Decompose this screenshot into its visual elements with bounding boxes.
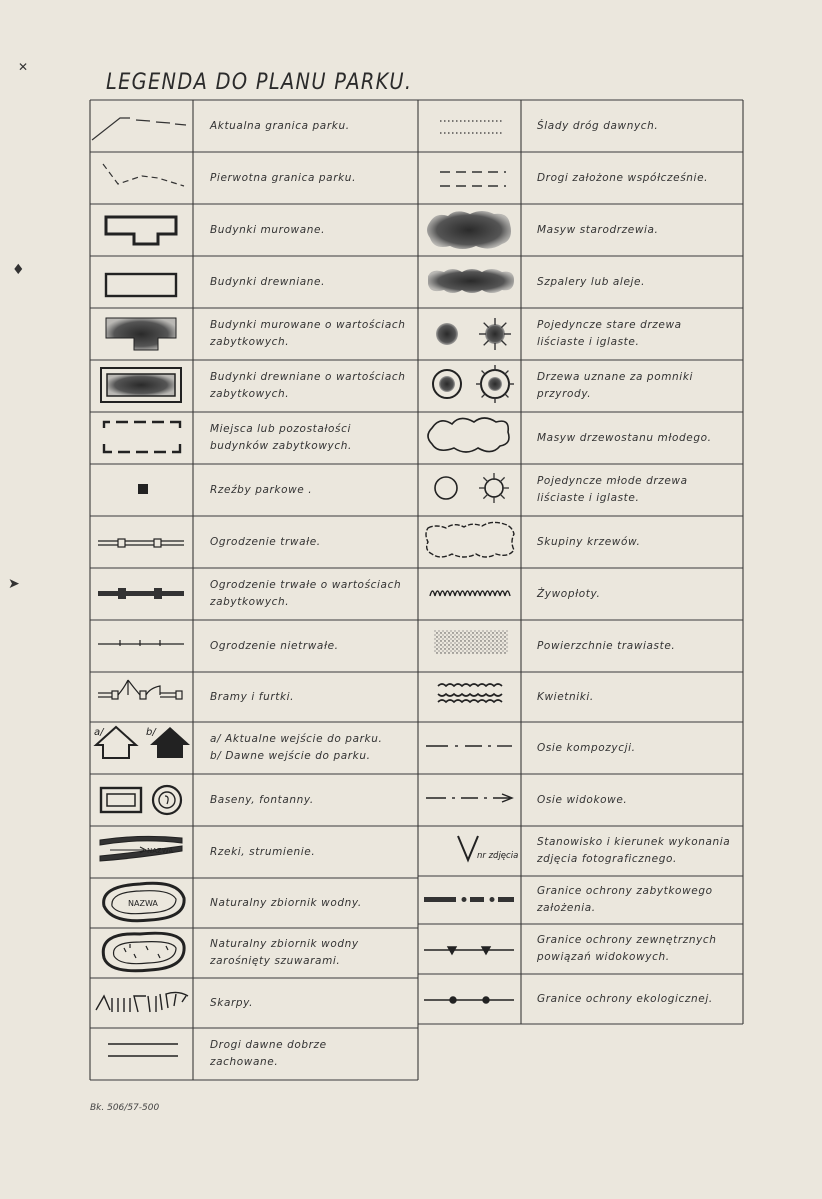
- view-protection-boundary-icon: [424, 947, 514, 954]
- heritage-protection-boundary-icon: [424, 897, 514, 902]
- left_items-label-10: Ogrodzenie trwałe o wartościach zabytkowych.: [210, 579, 402, 608]
- left_items-label-14: Baseny, fontanny.: [210, 793, 314, 806]
- overgrown-pond-icon: [103, 933, 184, 971]
- margin-mark: ♦: [12, 262, 25, 278]
- right_items-label-4: Szpalery lub aleje.: [537, 275, 646, 288]
- wooden-building-icon: [106, 274, 176, 296]
- preserved-old-road-icon: [108, 1044, 178, 1056]
- shrub-group-icon: [426, 522, 514, 557]
- entrance-arrows-icon: [96, 727, 190, 758]
- entrance-b-label: b/: [146, 727, 156, 738]
- right_items-label-16: Granice ochrony zabytkowego założenia.: [537, 885, 713, 914]
- right_items-label-15: Stanowisko i kierunek wykonania zdjęcia fotograficznego.: [537, 836, 731, 865]
- grass-area-icon: [434, 630, 508, 654]
- left_items-label-6: Budynki drewniane o wartościach zabytkowych.: [210, 371, 406, 400]
- historic-brick-building-icon: [106, 318, 176, 350]
- historic-building-remains-icon: [104, 422, 180, 452]
- photo-number-label: nr zdjęcia: [477, 851, 519, 861]
- right_items-label-2: Drogi założone współcześnie.: [537, 171, 709, 184]
- left_items-label-19: Drogi dawne dobrze zachowane.: [210, 1039, 327, 1068]
- left_items-label-8: Rzeźby parkowe .: [210, 483, 313, 496]
- left_items-label-5: Budynki murowane o wartościach zabytkowych.: [210, 319, 406, 348]
- old-road-traces-icon: [440, 121, 504, 133]
- left_items-label-17: Naturalny zbiornik wodny zarośnięty szuwarami.: [210, 938, 359, 967]
- left_items-label-3: Budynki murowane.: [210, 223, 326, 236]
- pool-fountain-icon: [101, 786, 181, 814]
- left_items-label-2: Pierwotna granica parku.: [210, 171, 357, 184]
- page-title: LEGENDA DO PLANU PARKU.: [106, 70, 413, 95]
- sculpture-icon: [138, 484, 148, 494]
- left_items-label-16: Naturalny zbiornik wodny.: [210, 896, 362, 909]
- left_items-label-4: Budynki drewniane.: [210, 275, 326, 288]
- river-name-label: NAZWA: [147, 847, 174, 855]
- right_items-label-18: Granice ochrony ekologicznej.: [537, 992, 713, 1005]
- young-stand-icon: [428, 418, 509, 452]
- right_items-label-11: Powierzchnie trawiaste.: [537, 639, 676, 652]
- margin-mark: ✕: [18, 60, 29, 74]
- tree-alley-icon: [428, 269, 514, 293]
- single-young-trees-icon: [435, 473, 509, 503]
- old-tree-mass-icon: [427, 211, 511, 249]
- right_items-label-3: Masyw starodrzewia.: [537, 223, 659, 236]
- view-axis-icon: [426, 794, 512, 802]
- ecological-protection-boundary-icon: [424, 997, 514, 1003]
- left_items-label-13: a/ Aktualne wejście do parku. b/ Dawne wejście do parku.: [210, 733, 383, 762]
- catalogue-number: Bk. 506/57-500: [90, 1103, 160, 1113]
- margin-mark: ➤: [8, 576, 20, 592]
- right_items-label-13: Osie kompozycji.: [537, 741, 636, 754]
- single-old-trees-icon: [436, 318, 511, 350]
- left_items-label-12: Bramy i furtki.: [210, 690, 295, 703]
- right_items-label-17: Granice ochrony zewnętrznych powiązań widokowych.: [537, 934, 717, 963]
- right_items-label-5: Pojedyncze stare drzewa liściaste i iglaste.: [537, 319, 682, 348]
- pond-name-label: NAZWA: [128, 899, 158, 908]
- modern-road-icon: [440, 172, 506, 186]
- left_items-label-15: Rzeki, strumienie.: [210, 845, 316, 858]
- escarpment-icon: [96, 992, 188, 1012]
- original-boundary-icon: [103, 164, 184, 186]
- historic-wooden-building-icon: [101, 368, 181, 402]
- entrance-a-label: a/: [94, 727, 104, 738]
- current-boundary-icon: [92, 118, 186, 140]
- right_items-label-1: Ślady dróg dawnych.: [537, 119, 659, 132]
- gate-icon: [98, 680, 182, 699]
- temporary-fence-icon: [98, 640, 184, 646]
- right_items-label-10: Żywopłoty.: [537, 587, 601, 600]
- left_items-label-11: Ogrodzenie nietrwałe.: [210, 639, 339, 652]
- left_items-label-1: Aktualna granica parku.: [210, 119, 350, 132]
- left_items-label-7: Miejsca lub pozostałości budynków zabytkowych.: [210, 423, 352, 452]
- right_items-label-8: Pojedyncze młode drzewa liściaste i iglaste.: [537, 475, 688, 504]
- right_items-label-14: Osie widokowe.: [537, 793, 628, 806]
- permanent-fence-icon: [98, 539, 184, 547]
- right_items-label-6: Drzewa uznane za pomniki przyrody.: [537, 371, 694, 400]
- monument-trees-icon: [433, 365, 514, 403]
- hedge-icon: [430, 591, 510, 596]
- left_items-label-9: Ogrodzenie trwałe.: [210, 535, 321, 548]
- left_items-label-18: Skarpy.: [210, 996, 254, 1009]
- brick-building-icon: [106, 217, 176, 244]
- historic-fence-icon: [98, 588, 184, 599]
- flowerbed-icon: [438, 684, 502, 702]
- photo-position-icon: [458, 836, 478, 860]
- right_items-label-9: Skupiny krzewów.: [537, 535, 641, 548]
- right_items-label-12: Kwietniki.: [537, 690, 594, 703]
- right_items-label-7: Masyw drzewostanu młodego.: [537, 431, 712, 444]
